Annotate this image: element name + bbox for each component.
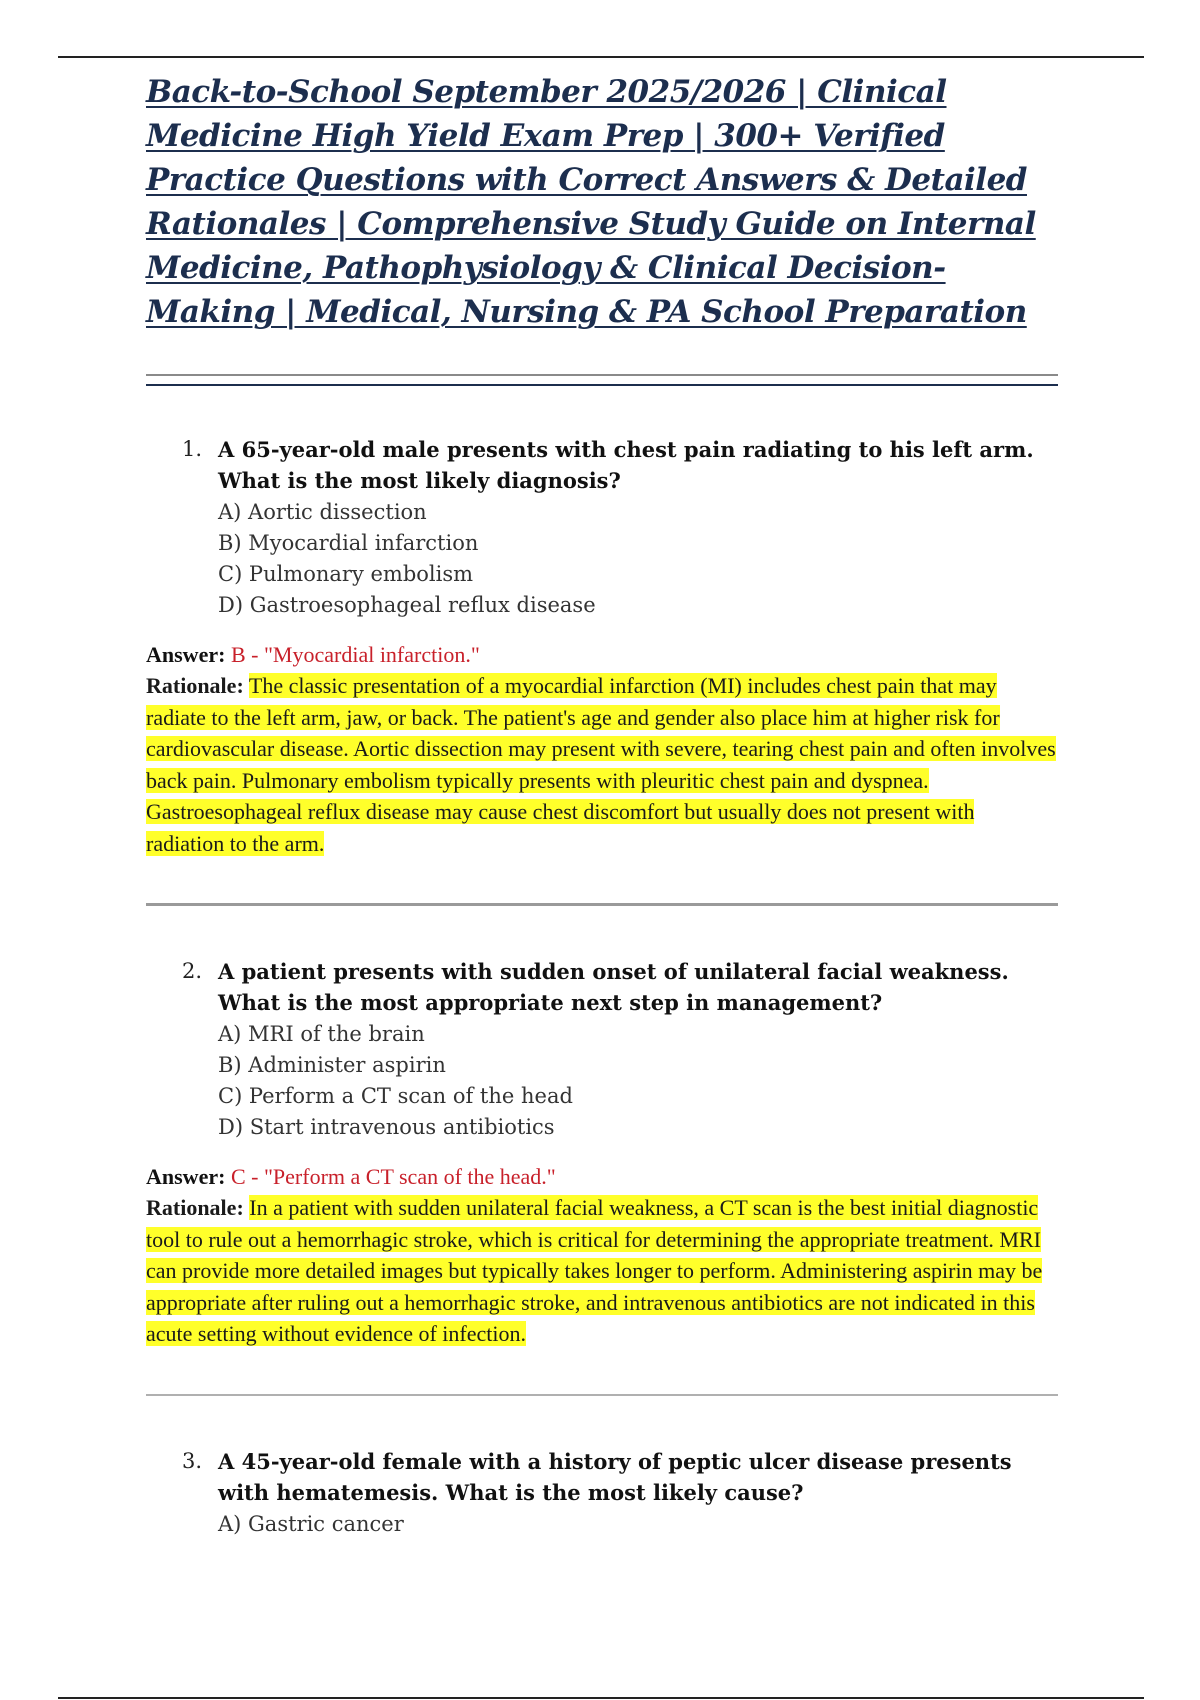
page-top-rule xyxy=(58,56,1144,58)
question-row xyxy=(146,434,1058,621)
section-divider xyxy=(146,1394,1058,1396)
option-d: D) Gastroesophageal reflux disease xyxy=(218,593,596,617)
question-number: 3. xyxy=(182,1448,203,1473)
section-divider xyxy=(146,903,1058,906)
answer-label: Answer: xyxy=(146,1164,226,1189)
option-b: B) Myocardial infarction xyxy=(218,531,479,555)
question-text: A patient presents with sudden onset of unilateral facial weakness. What is the most appropriate next step in management? xyxy=(218,959,1009,1015)
rationale xyxy=(146,1192,1058,1350)
answer-line xyxy=(146,1161,1058,1192)
answer-label: Answer: xyxy=(146,642,226,667)
option-d: D) Start intravenous antibiotics xyxy=(218,1115,555,1139)
rationale-text: The classic presentation of a myocardial infarction (MI) includes chest pain that may radiate to the left arm, jaw, or back. The patient's age and gender also place him at higher risk for cardiovascular disease. Aortic dissection may present with severe, tearing chest pain and often involves back pain. Pulmonary embolism typically presents with pleuritic chest pain and dyspnea. Gastroesophageal reflux disease may cause chest discomfort but usually does not present with radiation to the arm. xyxy=(146,673,1056,856)
answer-options xyxy=(218,1509,1058,1540)
document-title[interactable]: Back-to-School September 2025/2026 | Clinical Medicine High Yield Exam Prep | 300+ Verified Practice Questions with Correct Answers & Detailed Rationales | Comprehensive Study Guide on Internal Medicine, Pathophysiology & Clinical Decision-Making | Medical, Nursing & PA School Preparation xyxy=(146,74,1036,330)
answer-line xyxy=(146,639,1058,670)
question-row xyxy=(146,956,1058,1143)
rationale-label: Rationale: xyxy=(146,673,244,698)
document-content xyxy=(146,70,1058,1540)
rationale-label: Rationale: xyxy=(146,1195,244,1220)
option-a: A) Aortic dissection xyxy=(218,500,427,524)
answer-value: C - "Perform a CT scan of the head." xyxy=(230,1164,556,1189)
answer-options xyxy=(218,497,1058,621)
question-text: A 65-year-old male presents with chest pain radiating to his left arm. What is the most likely diagnosis? xyxy=(218,437,1034,493)
option-a: A) MRI of the brain xyxy=(218,1022,425,1046)
option-c: C) Perform a CT scan of the head xyxy=(218,1084,573,1108)
question-text: A 45-year-old female with a history of peptic ulcer disease presents with hematemesis. What is the most likely cause? xyxy=(218,1448,1012,1505)
option-b: B) Administer aspirin xyxy=(218,1053,446,1077)
rationale-text: In a patient with sudden unilateral facial weakness, a CT scan is the best initial diagnostic tool to rule out a hemorrhagic stroke, which is critical for determining the appropriate treatment. MRI can provide more detailed images but typically takes longer to perform. Administering aspirin may be appropriate after ruling out a hemorrhagic stroke, and intravenous antibiotics are not indicated in this acute setting without evidence of infection. xyxy=(146,1195,1043,1346)
question-number: 1. xyxy=(182,437,203,461)
question-body xyxy=(218,434,1058,621)
answer-options xyxy=(218,1019,1058,1143)
question-block xyxy=(146,434,1058,906)
page-bottom-rule xyxy=(58,1697,1144,1699)
title-divider xyxy=(146,374,1058,386)
option-c: C) Pulmonary embolism xyxy=(218,562,474,586)
question-number: 2. xyxy=(182,959,203,983)
question-block xyxy=(146,1446,1058,1540)
answer-value: B - "Myocardial infarction." xyxy=(230,642,480,667)
question-row xyxy=(146,1446,1058,1540)
question-body xyxy=(218,1446,1058,1540)
rationale xyxy=(146,670,1058,859)
question-body xyxy=(218,956,1058,1143)
option-a: A) Gastric cancer xyxy=(218,1511,404,1536)
question-block xyxy=(146,956,1058,1396)
